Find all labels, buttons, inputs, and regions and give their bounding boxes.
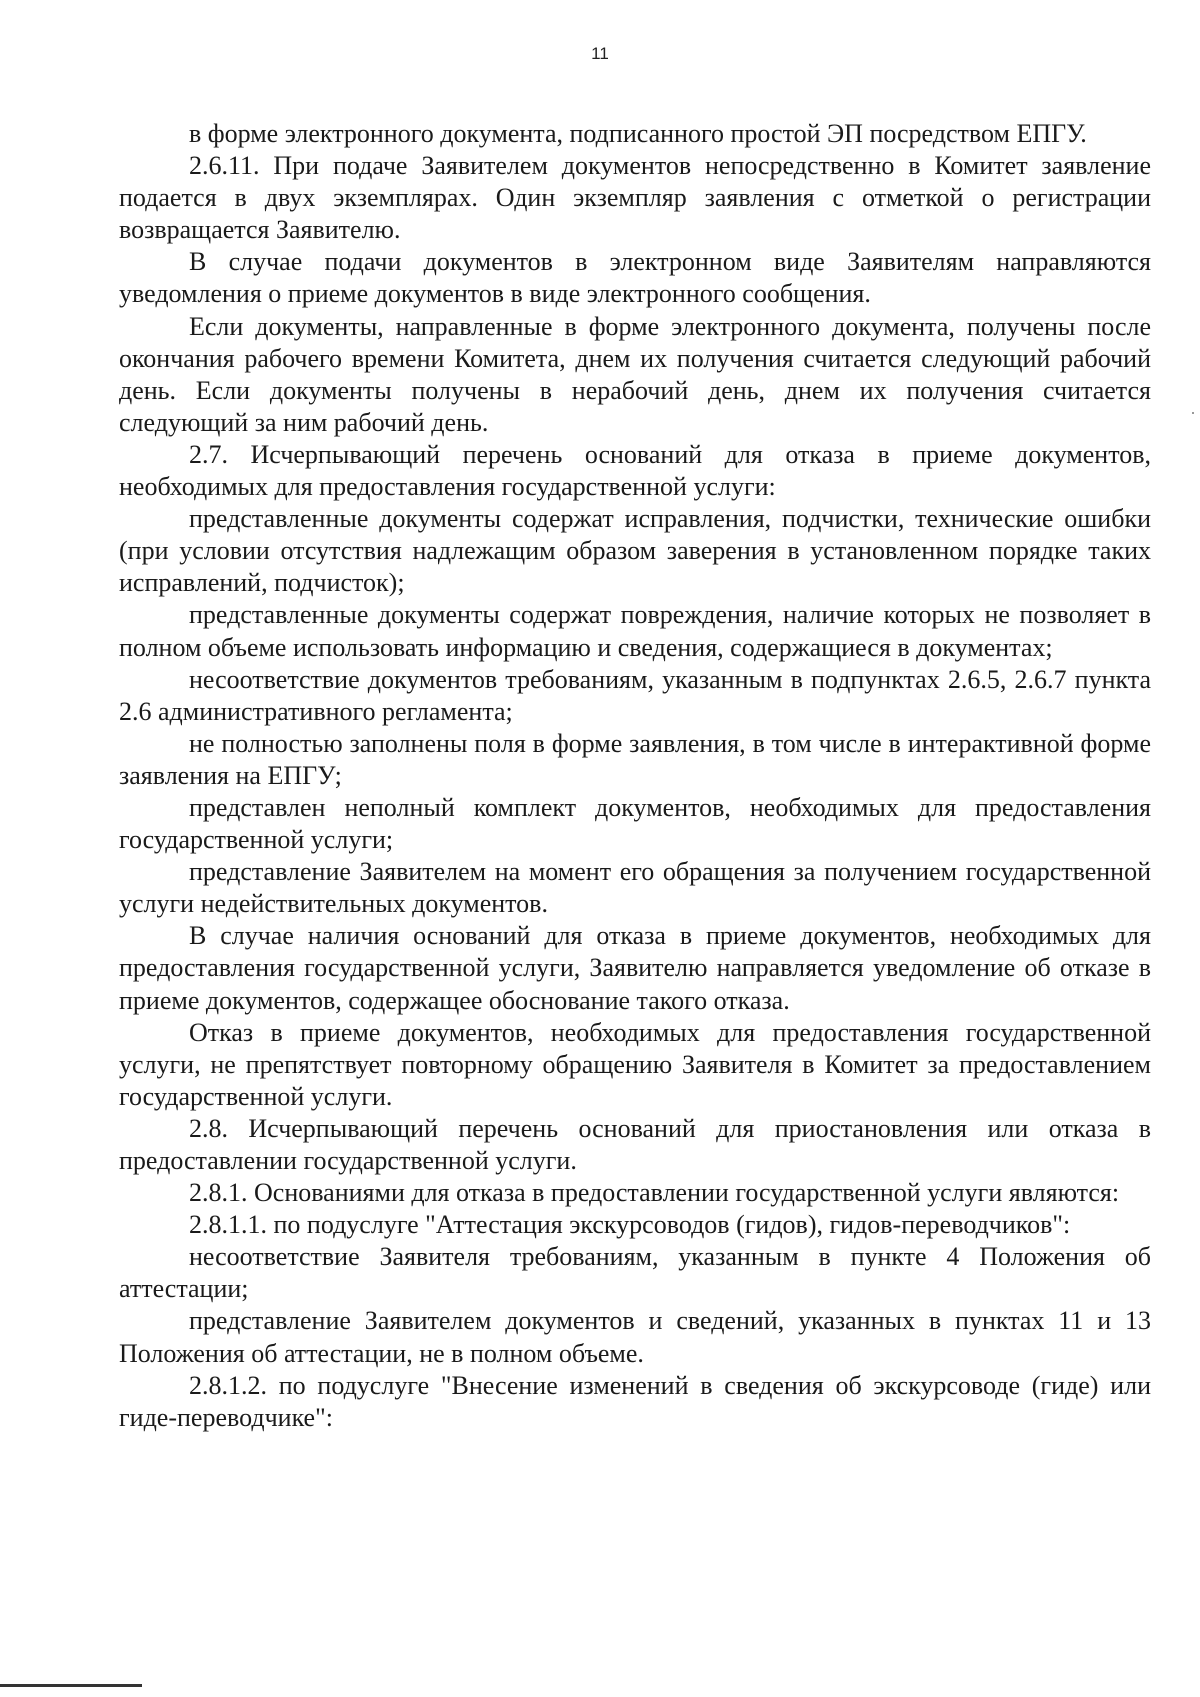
paragraph: представление Заявителем на момент его обращения за получением государственной услуги недействительных документов. — [119, 857, 1151, 919]
page-number: 11 — [591, 44, 609, 63]
footer-rule — [0, 1684, 142, 1687]
paragraph: 2.8.1.1. по подуслуге "Аттестация экскурсоводов (гидов), гидов-переводчиков": — [189, 1210, 1071, 1240]
paragraph: Отказ в приеме документов, необходимых для предоставления государственной услуги, не препятствует повторному обращению Заявителя в Комитет за предоставлением государственной услуги. — [119, 1017, 1151, 1111]
paragraph: 2.8.1. Основаниями для отказа в предоставлении государственной услуги являются: — [189, 1178, 1120, 1208]
paragraph: представленные документы содержат повреждения, наличие которых не позволяет в полном объеме использовать информацию и сведения, содержащиеся в документах; — [119, 600, 1151, 662]
document-body — [119, 118, 1151, 1434]
paragraph: несоответствие Заявителя требованиям, указанным в пункте 4 Положения об аттестации; — [119, 1242, 1151, 1304]
paragraph: Если документы, направленные в форме электронного документа, получены после окончания рабочего времени Комитета, днем их получения считается следующий рабочий день. Если документы получены в нерабочий день, днем их получения считается следующий за ним рабочий день. — [119, 311, 1151, 437]
paragraph: не полностью заполнены поля в форме заявления, в том числе в интерактивной форме заявления на ЕПГУ; — [119, 728, 1151, 790]
paragraph: представление Заявителем документов и сведений, указанных в пунктах 11 и 13 Положения об аттестации, не в полном объеме. — [119, 1306, 1151, 1368]
paragraph: В случае наличия оснований для отказа в приеме документов, необходимых для предоставления государственной услуги, Заявителю направляется уведомление об отказе в приеме документов, содержащее обоснование такого отказа. — [119, 921, 1151, 1015]
paragraph: 2.6.11. При подаче Заявителем документов непосредственно в Комитет заявление подается в двух экземплярах. Один экземпляр заявления с отметкой о регистрации возвращается Заявителю. — [119, 151, 1151, 245]
scan-speck — [1192, 412, 1194, 414]
paragraph: 2.8. Исчерпывающий перечень оснований для приостановления или отказа в предоставлении государственной услуги. — [119, 1113, 1151, 1175]
paragraph: В случае подачи документов в электронном виде Заявителям направляются уведомления о приеме документов в виде электронного сообщения. — [119, 247, 1151, 309]
paragraph: представлен неполный комплект документов, необходимых для предоставления государственной услуги; — [119, 792, 1151, 855]
paragraph: в форме электронного документа, подписанного простой ЭП посредством ЕПГУ. — [189, 119, 1087, 148]
paragraph: представленные документы содержат исправления, подчистки, технические ошибки (при условии отсутствия надлежащим образом заверения в установленном порядке таких исправлений, подчисток); — [119, 504, 1151, 598]
paragraph: 2.8.1.2. по подуслуге "Внесение изменений в сведения об экскурсоводе (гиде) или гиде-переводчике": — [119, 1370, 1151, 1432]
paragraph: несоответствие документов требованиям, указанным в подпунктах 2.6.5, 2.6.7 пункта 2.6 административного регламента; — [119, 664, 1151, 726]
paragraph: 2.7. Исчерпывающий перечень оснований для отказа в приеме документов, необходимых для предоставления государственной услуги: — [119, 439, 1151, 502]
